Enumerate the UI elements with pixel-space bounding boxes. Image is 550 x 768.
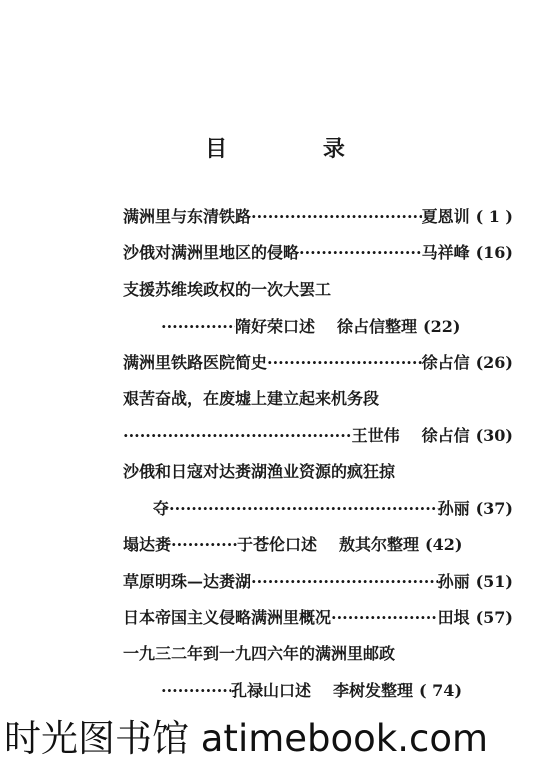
- entry-author: 孙丽: [437, 572, 470, 591]
- toc-entry: [123, 533, 513, 557]
- entry-page: (22): [423, 317, 461, 336]
- page-title: 目 录: [205, 136, 389, 162]
- entry-author: 徐占信: [421, 353, 470, 372]
- entry-title: 日本帝国主义侵略满洲里概况: [123, 608, 332, 627]
- entry-editor: 敖其尔整理: [339, 535, 420, 554]
- entry-editor: 李树发整理: [333, 681, 414, 700]
- entry-title: 满洲里铁路医院简史: [123, 353, 268, 372]
- toc-entry-title-line: [123, 278, 513, 302]
- entry-title: 艰苦奋战，在废墟上建立起来机务段: [123, 389, 380, 408]
- entry-author: 孙丽: [437, 499, 470, 518]
- toc-entry-title-line: [123, 642, 513, 666]
- entry-page: (37): [475, 499, 513, 518]
- leader-dots: [161, 315, 235, 339]
- entry-author-2: 徐占信: [421, 426, 470, 445]
- entry-title: 沙俄和日寇对达赉湖渔业资源的疯狂掠: [123, 462, 396, 481]
- entry-title: 支援苏维埃政权的一次大罢工: [123, 280, 332, 299]
- toc-entry-detail-line: [123, 497, 513, 521]
- toc-entry-title-line: [123, 460, 513, 484]
- toc-entry: [123, 241, 513, 265]
- toc-entry: [123, 570, 513, 594]
- toc-entry-detail-line: [123, 315, 513, 339]
- leader-dots: [331, 606, 438, 630]
- entry-title: 草原明珠—达赉湖: [123, 572, 252, 591]
- toc-entry: [123, 351, 513, 375]
- entry-page: (57): [475, 608, 513, 627]
- entry-author: 孔禄山口述: [231, 681, 312, 700]
- entry-page: (30): [475, 426, 513, 445]
- leader-dots: [169, 497, 438, 521]
- entry-page: (26): [475, 353, 513, 372]
- entry-title-continued: 夺: [153, 499, 170, 518]
- entry-author: 田垠: [437, 608, 470, 627]
- entry-author: 夏恩训: [421, 207, 470, 226]
- leader-dots: [161, 679, 231, 703]
- entry-page: (51): [475, 572, 513, 591]
- entry-page: (42): [425, 535, 463, 554]
- entry-title: 满洲里与东清铁路: [123, 207, 252, 226]
- entry-page: ( 1 ): [475, 207, 513, 226]
- entry-editor: 徐占信整理: [337, 317, 418, 336]
- leader-dots: [123, 424, 352, 448]
- entry-title: 塌达赉: [123, 535, 172, 554]
- leader-dots: [251, 570, 438, 594]
- leader-dots: [299, 241, 422, 265]
- entry-author: 于苍伦口述: [237, 535, 318, 554]
- entry-page: (16): [475, 243, 513, 262]
- toc-entry-detail-line: [123, 424, 513, 448]
- entry-author: 王世伟: [351, 426, 400, 445]
- leader-dots: [251, 205, 422, 229]
- leader-dots: [267, 351, 422, 375]
- toc-entry-detail-line: [123, 679, 513, 703]
- entry-author: 马祥峰: [421, 243, 470, 262]
- toc-entry: [123, 205, 513, 229]
- entry-author: 隋好荣口述: [235, 317, 316, 336]
- toc-entry: [123, 606, 513, 630]
- entry-title: 一九三二年到一九四六年的满洲里邮政: [123, 644, 396, 663]
- entry-page: ( 74): [419, 681, 463, 700]
- site-watermark: 时光图书馆 atimebook.com: [0, 710, 550, 768]
- entry-title: 沙俄对满洲里地区的侵略: [123, 243, 300, 262]
- leader-dots: [171, 533, 237, 557]
- toc-entry-title-line: [123, 387, 513, 411]
